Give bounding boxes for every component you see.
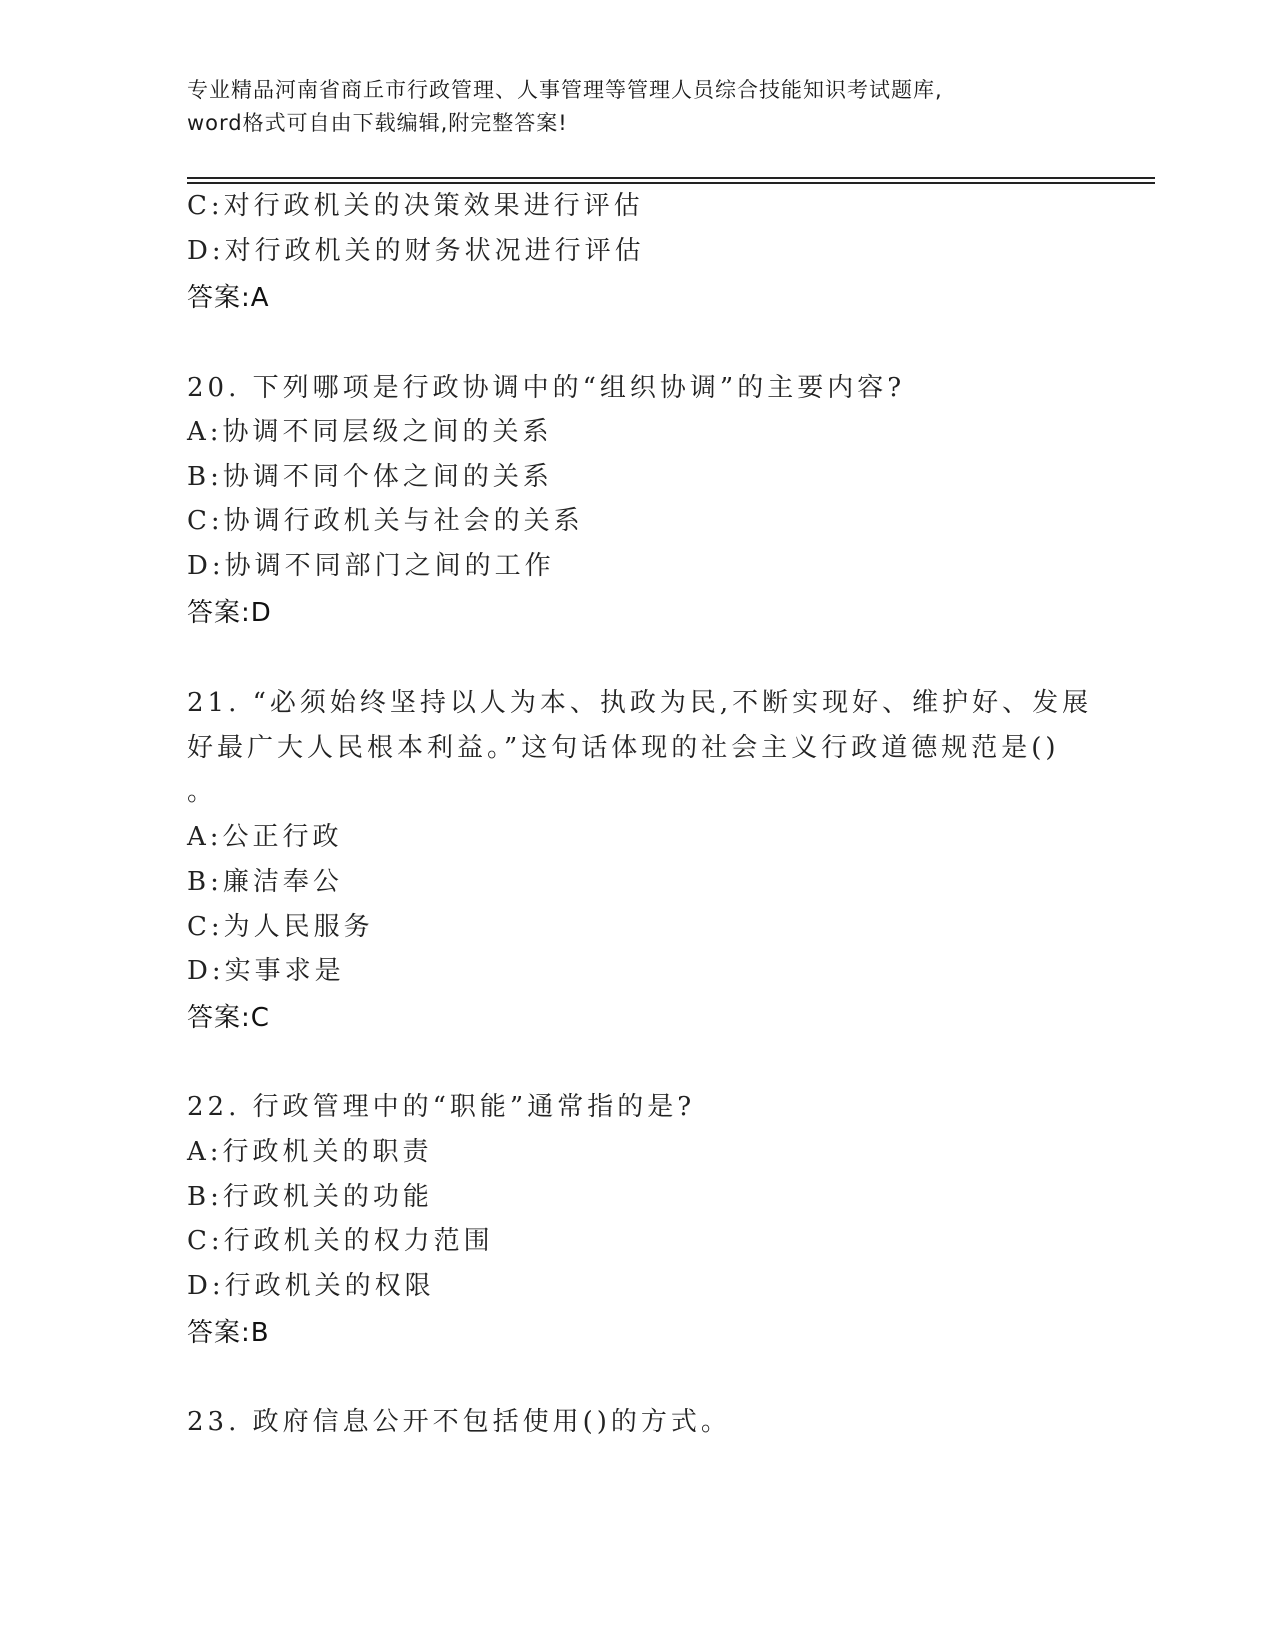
option-line: A:公正行政 [187, 822, 343, 852]
question-line: 好最广大人民根本利益。”这句话体现的社会主义行政道德规范是() [187, 733, 1060, 763]
question-line: 20. 下列哪项是行政协调中的“组织协调”的主要内容? [187, 373, 906, 403]
question-line: 。 [187, 777, 218, 807]
header-line-2: word格式可自由下载编辑,附完整答案! [187, 111, 568, 135]
option-line: D:协调不同部门之间的工作 [187, 551, 555, 581]
answer-line: 答案:B [187, 1318, 270, 1348]
option-line: C:为人民服务 [187, 912, 374, 942]
question-line: 22. 行政管理中的“职能”通常指的是? [187, 1092, 696, 1122]
question-line: 23. 政府信息公开不包括使用()的方式。 [187, 1407, 731, 1437]
option-line: A:行政机关的职责 [187, 1137, 433, 1167]
option-line: B:廉洁奉公 [187, 867, 343, 897]
option-line: B:行政机关的功能 [187, 1182, 433, 1212]
answer-line: 答案:D [187, 598, 272, 628]
option-line: D:实事求是 [187, 956, 345, 986]
question-line: 21. “必须始终坚持以人为本、执政为民,不断实现好、维护好、发展 [187, 688, 1093, 718]
option-line: D:行政机关的权限 [187, 1271, 435, 1301]
answer-line: 答案:A [187, 283, 270, 313]
option-line: A:协调不同层级之间的关系 [187, 417, 553, 447]
header-rule-bottom [187, 182, 1155, 184]
option-line: D:对行政机关的财务状况进行评估 [187, 236, 645, 266]
option-line: C:协调行政机关与社会的关系 [187, 506, 584, 536]
option-line: C:行政机关的权力范围 [187, 1226, 494, 1256]
option-line: B:协调不同个体之间的关系 [187, 462, 553, 492]
header-rule-top [187, 177, 1155, 179]
answer-line: 答案:C [187, 1003, 270, 1033]
option-line: C:对行政机关的决策效果进行评估 [187, 191, 644, 221]
document-header [187, 74, 1087, 140]
header-line-1: 专业精品河南省商丘市行政管理、人事管理等管理人员综合技能知识考试题库, [187, 78, 943, 102]
